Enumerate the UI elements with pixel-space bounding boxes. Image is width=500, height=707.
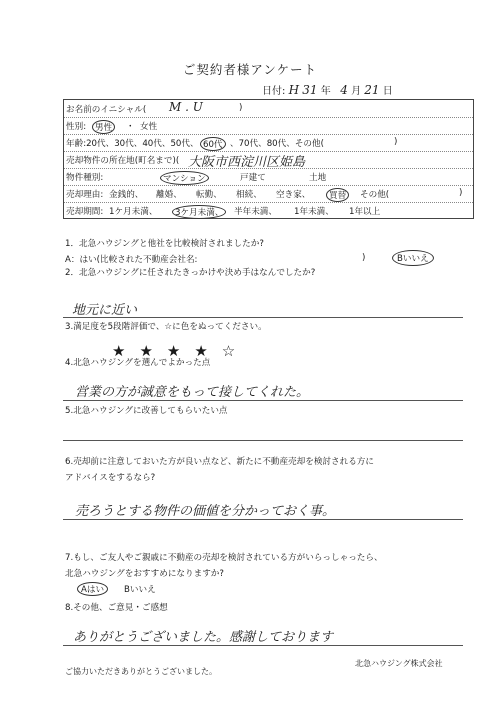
page-title: ご契約者様アンケート <box>182 62 318 77</box>
question-7-option-a: Aはい <box>77 582 108 596</box>
row-location <box>64 151 473 169</box>
sale-reason-label: 売却理由: <box>66 190 104 200</box>
sale-reason-vacant: 空き家、 <box>276 190 311 200</box>
sale-period-label: 売却期間: <box>66 207 104 217</box>
footer-company: 北急ハウジング株式会社 <box>355 659 443 668</box>
property-type-label: 物件種別: <box>66 173 104 183</box>
date-era: H <box>288 83 300 97</box>
row-gender <box>64 117 473 135</box>
gender-option-male: 男性 <box>92 120 115 134</box>
date-month-char: 月 <box>351 86 362 97</box>
property-type-land: 土地 <box>309 173 327 183</box>
question-4-answer: 営業の方が誠意をもって接してくれた。 <box>75 385 310 400</box>
question-7-option-b: Bいいえ <box>124 585 156 595</box>
sale-period-6m: 半年未満、 <box>234 207 277 217</box>
date-label: 日付: <box>262 86 286 97</box>
property-type-mansion: マンション <box>160 171 209 185</box>
sale-period-1y: 1年未満、 <box>294 207 334 217</box>
question-8-answer: ありがとうございました。感謝しております <box>73 630 334 645</box>
name-close: ) <box>239 103 243 113</box>
gender-separator: ・ <box>126 122 135 132</box>
sale-reason-divorce: 離婚、 <box>156 190 182 200</box>
age-close: ) <box>394 137 398 147</box>
question-1-option-a: A：はい(比較された不動産会社名: <box>65 255 198 265</box>
question-8-rule <box>63 645 463 646</box>
question-2-rule <box>63 317 463 318</box>
row-age <box>64 134 473 152</box>
date-year: 31 <box>302 83 318 97</box>
question-1: 1．北急ハウジングと他社を比較検討されましたか? <box>65 239 264 249</box>
gender-option-female: 女性 <box>140 122 158 132</box>
sale-reason-inheritance: 相続、 <box>236 190 262 200</box>
location-label: 売却物件の所在地(町名まで)( <box>66 156 180 166</box>
sale-period-over-1y: 1年以上 <box>349 207 381 217</box>
name-value: M . U <box>169 100 203 114</box>
age-selected: 60代 <box>200 137 226 151</box>
sale-period-3m: 3ケ月未満、 <box>172 205 226 219</box>
date-day: 21 <box>364 83 380 97</box>
question-5: 5.北急ハウジングに改善してもらいたい点 <box>65 406 228 416</box>
name-label: お名前のイニシャル( <box>66 105 147 115</box>
location-value: 大阪市西淀川区姫島 <box>188 155 306 170</box>
question-4-rule <box>63 400 463 401</box>
question-2-answer: 地元に近い <box>72 303 138 318</box>
question-6: 6.売却前に注意しておいた方が良い点など、新たに不動産売却を検討される方に <box>65 457 374 467</box>
age-rest: 、70代、80代、その他( <box>230 139 324 149</box>
question-6-continued: アドバイスをするなら? <box>65 473 156 483</box>
row-sale-reason <box>64 185 473 203</box>
sale-reason-other: その他( <box>360 190 390 200</box>
date-year-char: 年 <box>320 86 331 97</box>
date-line <box>262 82 393 97</box>
question-3: 3.満足度を5段階評価で、☆に色をぬってください。 <box>65 322 267 332</box>
question-6-rule <box>63 519 463 520</box>
row-name <box>64 100 473 118</box>
row-sale-period <box>64 202 473 219</box>
row-property-type <box>64 168 473 186</box>
gender-label: 性別: <box>66 122 87 132</box>
question-5-rule <box>63 440 463 441</box>
question-6-answer: 売ろうとする物件の価値を分かっておく事。 <box>75 504 336 519</box>
sale-period-1m: 1ケ月未満、 <box>109 207 158 217</box>
question-7: 7.もし、ご友人やご親戚に不動産の売却を検討されている方がいらっしゃったら、 <box>65 553 383 563</box>
sale-reason-financial: 金銭的、 <box>109 190 144 200</box>
footer-thanks: ご協力いただきありがとうございました。 <box>65 667 217 676</box>
question-1-option-a-close: ) <box>362 253 366 263</box>
date-month: 4 <box>340 83 348 97</box>
property-type-house: 戸建て <box>240 173 266 183</box>
question-4: 4.北急ハウジングを選んでよかった点 <box>65 358 211 368</box>
age-label: 年齢:20代、30代、40代、50代、 <box>66 139 199 149</box>
sale-reason-transfer: 転勤、 <box>196 190 222 200</box>
sale-reason-close: ) <box>459 188 463 198</box>
sale-reason-replacement: 買替 <box>326 188 349 202</box>
date-day-char: 日 <box>382 86 393 97</box>
rating-stars: ★★★★☆ <box>112 342 250 360</box>
question-8: 8.その他、ご意見・ご感想 <box>65 603 168 613</box>
question-1-option-b: Bいいえ <box>392 250 434 266</box>
question-7-continued: 北急ハウジングをおすすめになりますか? <box>65 569 224 579</box>
profile-box <box>63 99 474 219</box>
question-2: 2．北急ハウジングに任されたきっかけや決め手はなんでしたか? <box>65 268 316 278</box>
